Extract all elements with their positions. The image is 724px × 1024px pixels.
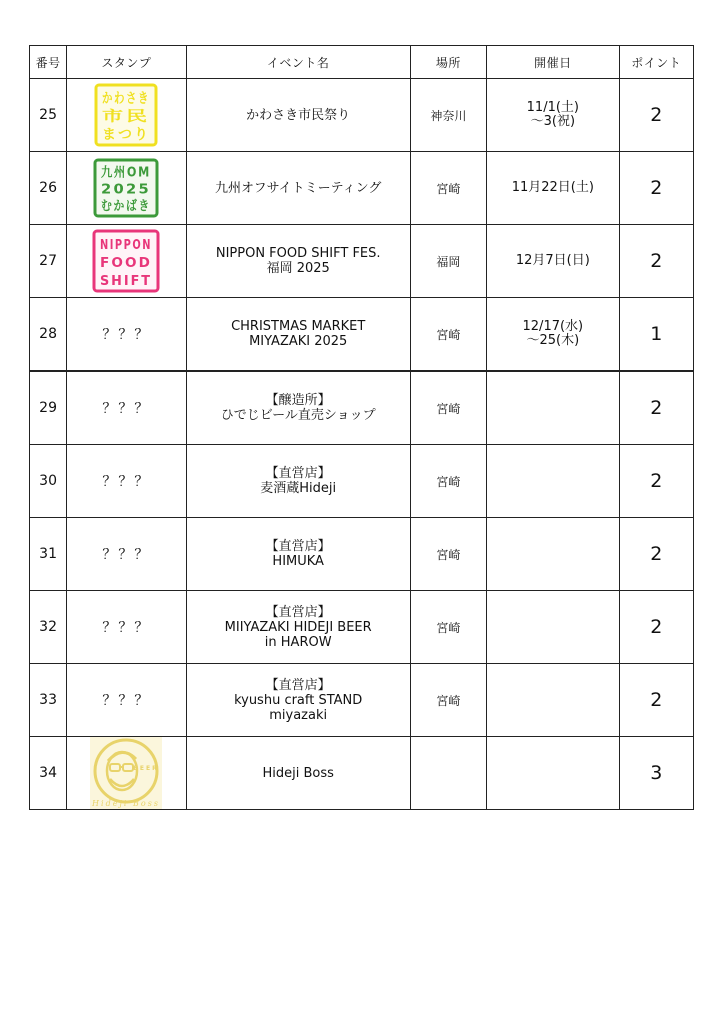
cell-event-name xyxy=(186,445,410,518)
cell-place: 宮崎 xyxy=(410,664,486,737)
header-point: ポイント xyxy=(619,46,693,79)
table-row xyxy=(30,152,694,225)
cell-place: 神奈川 xyxy=(410,79,486,152)
cell-date xyxy=(487,225,620,298)
cell-points: 3 xyxy=(619,737,693,810)
cell-number: 30 xyxy=(30,445,67,518)
cell-place: 福岡 xyxy=(410,225,486,298)
cell-event-name xyxy=(186,298,410,372)
stamp-lettering: むかばき xyxy=(101,199,162,214)
stamp-unknown-text: ？？？ xyxy=(102,547,151,563)
cell-event-name xyxy=(186,737,410,810)
event-name-line: kyushu craft STAND xyxy=(234,692,363,708)
table-row xyxy=(30,737,694,810)
table-row xyxy=(30,371,694,445)
event-name-line: Hideji Boss xyxy=(262,765,334,781)
cell-event-name xyxy=(186,518,410,591)
cell-place: 宮崎 xyxy=(410,591,486,664)
header-place: 場所 xyxy=(410,46,486,79)
stamp-lettering: SHIFT xyxy=(100,273,153,289)
stamp-unknown-text: ？？？ xyxy=(102,327,151,343)
cell-event-name xyxy=(186,79,410,152)
cell-points: 2 xyxy=(619,518,693,591)
stamp-unknown-text: ？？？ xyxy=(102,474,151,490)
header-date: 開催日 xyxy=(487,46,620,79)
event-name-line: 【直営店】 xyxy=(265,604,331,620)
cell-stamp xyxy=(67,737,187,810)
header-num: 番号 xyxy=(30,46,67,79)
cell-date xyxy=(487,371,620,445)
stamp-image xyxy=(95,84,157,146)
cell-number: 28 xyxy=(30,298,67,372)
cell-points: 2 xyxy=(619,371,693,445)
cell-stamp xyxy=(67,445,187,518)
event-name-line: 【直営店】 xyxy=(265,677,331,693)
cell-points: 2 xyxy=(619,225,693,298)
cell-date xyxy=(487,664,620,737)
cell-stamp xyxy=(67,152,187,225)
table-body xyxy=(30,79,694,810)
table-row xyxy=(30,298,694,372)
stamp-lettering: 九州OM xyxy=(101,165,160,181)
cell-number: 34 xyxy=(30,737,67,810)
event-name-line: MIIYAZAKI HIDEJI BEER xyxy=(224,619,372,635)
cell-date xyxy=(487,79,620,152)
stamp-image xyxy=(93,230,159,292)
table-row xyxy=(30,445,694,518)
stamp-lettering: NIPPON xyxy=(100,237,153,253)
stamp-lettering: 2025 xyxy=(101,182,152,198)
cell-points: 2 xyxy=(619,664,693,737)
cell-place: 宮崎 xyxy=(410,298,486,372)
stamp-lettering: BEER xyxy=(133,765,160,772)
stamp-lettering: 市民 xyxy=(102,108,135,125)
table-row xyxy=(30,591,694,664)
date-line: ～3(祝) xyxy=(530,114,576,129)
date-line: 12月7日(日) xyxy=(515,253,590,268)
cell-event-name xyxy=(186,225,410,298)
event-name-line: HIMUKA xyxy=(272,554,324,569)
cell-place: 宮崎 xyxy=(410,518,486,591)
cell-number: 33 xyxy=(30,664,67,737)
stamp-image xyxy=(90,737,162,809)
event-name-line: MIYAZAKI 2025 xyxy=(249,334,348,349)
cell-points: 2 xyxy=(619,445,693,518)
cell-event-name xyxy=(186,152,410,225)
cell-date xyxy=(487,737,620,810)
kyushu-om-stamp xyxy=(94,159,162,217)
cell-place: 宮崎 xyxy=(410,445,486,518)
header-event: イベント名 xyxy=(186,46,410,79)
date-line: 11月22日(土) xyxy=(511,180,594,195)
hideji-boss-stamp xyxy=(90,737,162,809)
cell-place: 宮崎 xyxy=(410,371,486,445)
event-name-line: 【直営店】 xyxy=(265,539,331,554)
event-name-line: かわさき市民祭り xyxy=(246,107,351,123)
event-name-line: 福岡 2025 xyxy=(266,261,330,276)
cell-stamp xyxy=(67,664,187,737)
date-line: 11/1(土) xyxy=(526,100,579,115)
cell-points: 2 xyxy=(619,591,693,664)
cell-stamp xyxy=(67,591,187,664)
cell-number: 26 xyxy=(30,152,67,225)
cell-place xyxy=(410,737,486,810)
cell-date xyxy=(487,445,620,518)
event-name-line: 麦酒蔵Hideji xyxy=(260,481,337,496)
cell-points: 2 xyxy=(619,79,693,152)
cell-event-name xyxy=(186,371,410,445)
kawasaki-festival-stamp xyxy=(95,84,157,146)
stamp-image xyxy=(94,159,162,217)
cell-place: 宮崎 xyxy=(410,152,486,225)
cell-number: 31 xyxy=(30,518,67,591)
table-row xyxy=(30,664,694,737)
cell-date xyxy=(487,298,620,372)
stamp-lettering: Hideji Boss xyxy=(92,799,161,808)
event-name-line: miyazaki xyxy=(269,707,328,723)
stamp-lettering: FOOD xyxy=(100,255,153,271)
date-line: ～25(木) xyxy=(526,333,580,348)
cell-number: 29 xyxy=(30,371,67,445)
stamp-lettering: まつり xyxy=(102,126,151,143)
stamp-rally-table xyxy=(29,45,694,810)
table-row xyxy=(30,518,694,591)
cell-stamp xyxy=(67,371,187,445)
cell-event-name xyxy=(186,591,410,664)
date-line: 12/17(水) xyxy=(522,319,584,334)
cell-stamp xyxy=(67,79,187,152)
cell-stamp xyxy=(67,225,187,298)
table-row xyxy=(30,225,694,298)
cell-points: 2 xyxy=(619,152,693,225)
cell-number: 25 xyxy=(30,79,67,152)
cell-date xyxy=(487,518,620,591)
stamp-unknown-text: ？？？ xyxy=(102,401,151,417)
event-name-line: 九州オフサイトミーティング xyxy=(214,180,382,196)
event-name-line: CHRISTMAS MARKET xyxy=(231,319,366,334)
table-row xyxy=(30,79,694,152)
stamp-lettering: かわさき xyxy=(102,90,151,107)
cell-event-name xyxy=(186,664,410,737)
cell-points: 1 xyxy=(619,298,693,372)
stamp-unknown-text: ？？？ xyxy=(102,620,151,636)
header-stamp: スタンプ xyxy=(67,46,187,79)
stamp-unknown-text: ？？？ xyxy=(102,693,151,709)
nippon-food-shift-stamp xyxy=(93,230,159,292)
event-name-line: 【醸造所】 xyxy=(265,393,331,408)
cell-number: 27 xyxy=(30,225,67,298)
event-name-line: ひでじビール直売ショップ xyxy=(220,408,376,423)
cell-date xyxy=(487,152,620,225)
event-name-line: in HAROW xyxy=(264,634,332,650)
header-row xyxy=(30,46,694,79)
cell-stamp xyxy=(67,518,187,591)
cell-stamp xyxy=(67,298,187,372)
event-name-line: 【直営店】 xyxy=(265,466,331,481)
cell-number: 32 xyxy=(30,591,67,664)
cell-date xyxy=(487,591,620,664)
event-name-line: NIPPON FOOD SHIFT FES. xyxy=(215,246,381,261)
